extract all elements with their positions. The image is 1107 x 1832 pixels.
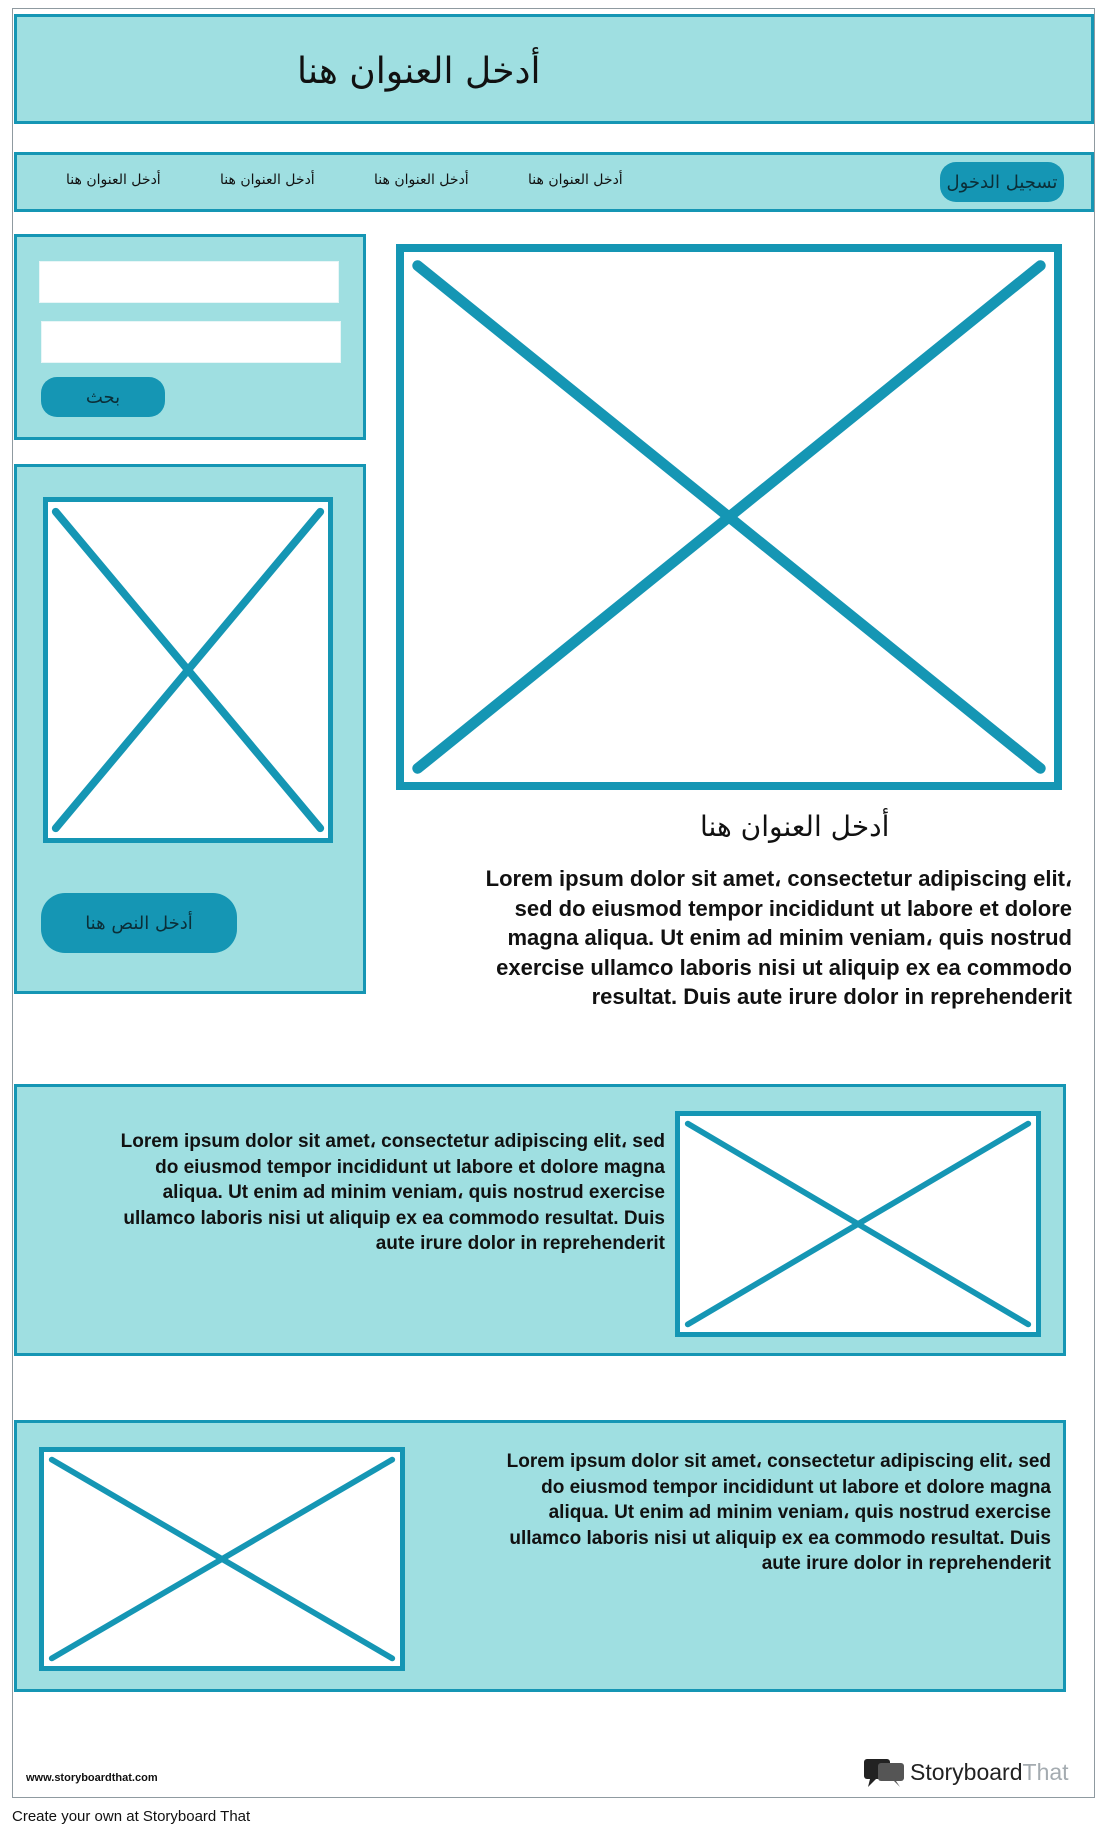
main-caption: أدخل العنوان هنا [700, 810, 890, 843]
search-button[interactable] [41, 377, 165, 417]
main-paragraph-line: magna aliqua. Ut enim ad minim veniam، quis nostrud [507, 925, 1072, 950]
text-button-label: أدخل النص هنا [85, 912, 193, 934]
create-your-own-link[interactable]: Create your own at Storyboard That [12, 1808, 251, 1825]
main-paragraph-line: exercise ullamco laboris nisi ut aliquip ex ea commodo [496, 954, 1072, 980]
main-image-placeholder [396, 244, 1062, 790]
footer-url[interactable]: www.storyboardthat.com [26, 1772, 158, 1784]
login-button-label: تسجيل الدخول [946, 171, 1058, 193]
nav-link-2[interactable]: أدخل العنوان هنا [220, 172, 315, 188]
section2-paragraph-line: do eiusmod tempor incididunt ut labore et dolore magna [541, 1476, 1051, 1498]
search-input-2[interactable] [41, 321, 341, 363]
storyboardthat-logo-icon [862, 1755, 906, 1789]
section1-paragraph-line: do eiusmod tempor incididunt ut labore et dolore magna [155, 1156, 665, 1178]
header-title: أدخل العنوان هنا [297, 51, 541, 92]
nav-link-3[interactable]: أدخل العنوان هنا [374, 172, 469, 188]
content-section-1 [14, 1084, 1066, 1356]
text-button[interactable] [41, 893, 237, 953]
section2-paragraph-line: aute irure dolor in reprehenderit [761, 1553, 1051, 1574]
main-paragraph-line: resultat. Duis aute irure dolor in reprehenderit [591, 984, 1072, 1009]
header-bar [14, 14, 1094, 124]
search-panel [14, 234, 366, 440]
section1-paragraph-line: aliqua. Ut enim ad minim veniam، quis nostrud exercise [162, 1182, 665, 1203]
section1-paragraph-line: aute irure dolor in reprehenderit [375, 1233, 665, 1254]
section1-paragraph-line: ullamco laboris nisi ut aliquip ex ea commodo resultat. Duis [123, 1207, 665, 1229]
section1-image-placeholder [675, 1111, 1041, 1337]
placeholder-image-icon [680, 1116, 1036, 1332]
section1-paragraph [121, 1129, 665, 1257]
brand-name-part2: That [1022, 1758, 1069, 1785]
section2-paragraph-line: aliqua. Ut enim ad minim veniam، quis nostrud exercise [548, 1502, 1051, 1523]
sidebar-image-panel [14, 464, 366, 994]
search-input-1[interactable] [39, 261, 339, 303]
nav-link-4[interactable]: أدخل العنوان هنا [528, 172, 623, 188]
brand-name-part1: Storyboard [910, 1758, 1023, 1785]
placeholder-image-icon [404, 252, 1054, 782]
section2-paragraph-line: ullamco laboris nisi ut aliquip ex ea commodo resultat. Duis [509, 1527, 1051, 1549]
storyboardthat-logo[interactable] [862, 1754, 1069, 1790]
main-paragraph [486, 864, 1072, 1012]
section2-paragraph [507, 1449, 1051, 1577]
nav-link-1[interactable]: أدخل العنوان هنا [66, 172, 161, 188]
search-button-label: بحث [85, 386, 121, 408]
section2-paragraph-line: Lorem ipsum dolor sit amet، consectetur adipiscing elit، sed [506, 1451, 1051, 1472]
login-button[interactable] [940, 162, 1064, 202]
section2-image-placeholder [39, 1447, 405, 1671]
placeholder-image-icon [48, 502, 328, 838]
section1-paragraph-line: Lorem ipsum dolor sit amet، consectetur adipiscing elit، sed [120, 1131, 665, 1152]
main-paragraph-line: sed do eiusmod tempor incididunt ut labore et dolore [514, 895, 1072, 921]
content-section-2 [14, 1420, 1066, 1692]
sidebar-image-placeholder [43, 497, 333, 843]
placeholder-image-icon [44, 1452, 400, 1666]
main-paragraph-line: Lorem ipsum dolor sit amet، consectetur adipiscing elit، [485, 866, 1072, 891]
